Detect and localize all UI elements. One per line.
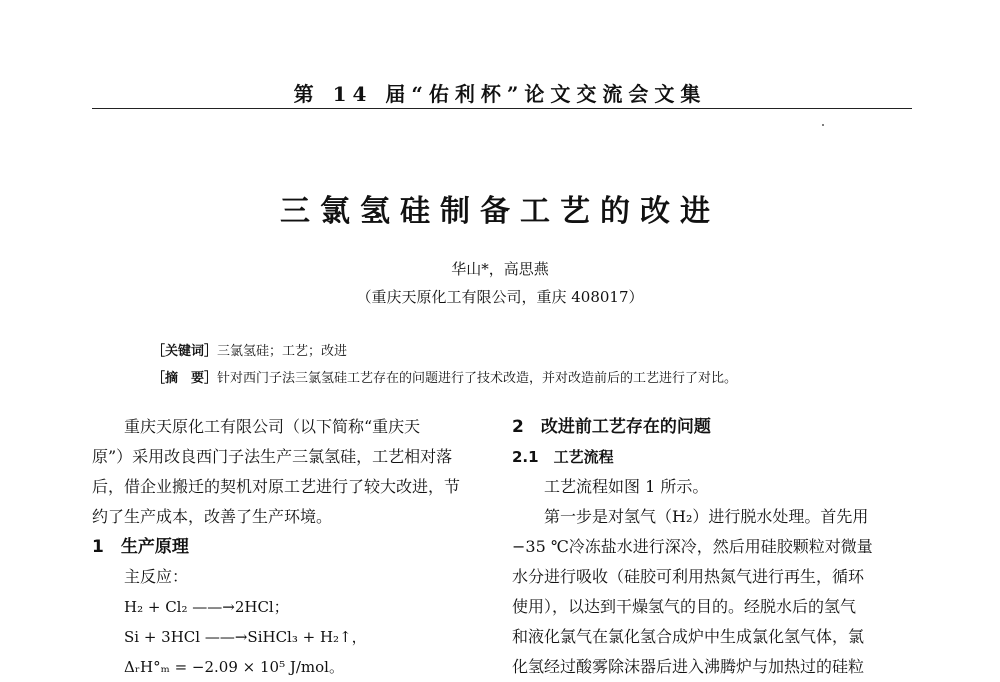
- abstract-label: ［摘 要］: [152, 371, 218, 386]
- left-column: [92, 412, 492, 682]
- subsection-heading-flow: 2.1 工艺流程: [512, 448, 614, 466]
- keywords-label: ［关键词］: [152, 344, 218, 359]
- para-line: 水分进行吸收（硅胶可利用热氮气进行再生，循环: [512, 567, 865, 586]
- flow-intro: 工艺流程如图 1 所示。: [544, 477, 709, 496]
- scan-speck: [822, 124, 824, 126]
- intro-line: 重庆天原化工有限公司（以下简称“重庆天: [124, 417, 421, 436]
- equation-hcl: H₂ + Cl₂ ——→2HCl；: [124, 598, 289, 616]
- abstract-line: [152, 367, 737, 386]
- keywords-line: [152, 340, 347, 359]
- header-rule: [92, 108, 912, 109]
- main-reaction-label: 主反应：: [124, 567, 189, 586]
- equation-enthalpy: ΔᵣH°ₘ = −2.09 × 10⁵ J/mol。: [124, 658, 344, 676]
- intro-line: 约了生产成本，改善了生产环境。: [92, 507, 333, 526]
- intro-line: 后，借企业搬迁的契机对原工艺进行了较大改进，节: [92, 477, 461, 496]
- keywords-text: 三氯氢硅；工艺；改进: [217, 344, 348, 359]
- paper-title: 三氯氢硅制备工艺的改进: [280, 194, 720, 229]
- section-heading-problems: 2 改进前工艺存在的问题: [512, 417, 711, 437]
- intro-line: 原”）采用改良西门子法生产三氯氢硅，工艺相对落: [92, 447, 453, 466]
- right-column: [512, 412, 912, 682]
- para-line: 和液化氯气在氯化氢合成炉中生成氯化氢气体，氯: [512, 627, 865, 646]
- para-line: −35 ℃冷冻盐水进行深冷，然后用硅胶颗粒对微量: [512, 537, 873, 556]
- para-line: 化氢经过酸雾除沫器后进入沸腾炉与加热过的硅粒: [512, 657, 865, 676]
- para-line: 第一步是对氢气（H₂）进行脱水处理。首先用: [544, 507, 869, 526]
- section-heading-principle: 1 生产原理: [92, 537, 189, 557]
- paper-affiliation: （重庆天原化工有限公司，重庆 408017）: [356, 288, 644, 306]
- running-header: 第 14 届“佑利杯”论文交流会文集: [293, 82, 707, 106]
- equation-sihcl3: Si + 3HCl ——→SiHCl₃ + H₂↑，: [124, 628, 367, 646]
- abstract-text: 针对西门子法三氯氢硅工艺存在的问题进行了技术改造，并对改造前后的工艺进行了对比。: [217, 371, 738, 386]
- paper-authors: 华山*，高思燕: [451, 260, 549, 278]
- para-line: 使用），以达到干燥氢气的目的。经脱水后的氢气: [512, 597, 857, 616]
